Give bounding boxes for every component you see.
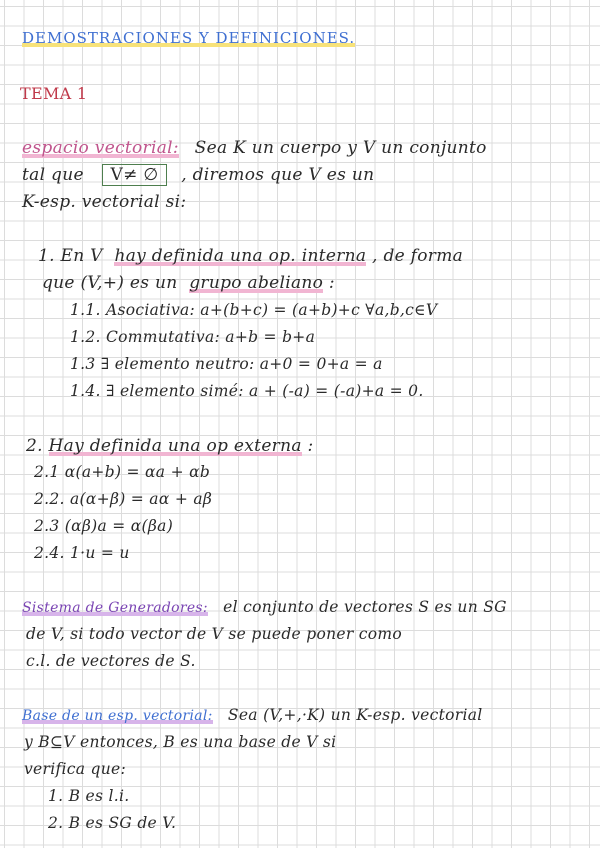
- basis-item-2: 2. B es SG de V.: [48, 814, 177, 832]
- topic-heading: [20, 84, 87, 104]
- vs-sub-4: 1.4. ∃ elemento simé: a + (-a) = (-a)+a = 0.: [70, 382, 424, 400]
- basis-line-2: y B⊆V entonces, B es una base de V si: [24, 733, 337, 751]
- vs-item-1-l2-pre: que (V,+) es un: [42, 273, 178, 293]
- basis-line-1: [22, 706, 483, 724]
- vs-ext-1: 2.1 α(a+b) = αa + αb: [34, 463, 211, 481]
- vs-item-2-post: :: [307, 436, 314, 456]
- vs-ext-2: 2.2. a(α+β) = aα + aβ: [34, 490, 213, 508]
- vs-line-2-pre: tal que: [22, 165, 84, 185]
- vs-item-1-post: , de forma: [372, 246, 464, 266]
- vs-line-1-text: Sea K un cuerpo y V un conjunto: [194, 138, 487, 158]
- vs-item-2-hl: Hay definida una op externa: [48, 436, 302, 456]
- document-title: [22, 28, 355, 48]
- vs-item-1: [38, 246, 463, 266]
- vs-term: espacio vectorial:: [22, 138, 179, 158]
- vs-item-2: [26, 436, 314, 456]
- vs-sub-2: 1.2. Commutativa: a+b = b+a: [70, 328, 316, 346]
- vs-line-3: [22, 192, 186, 212]
- basis-item-1: 1. B es l.i.: [48, 787, 130, 805]
- vs-item-1-line-2: [42, 273, 335, 293]
- vs-ext-3: 2.3 (αβ)a = α(βa): [34, 517, 174, 535]
- title-text: DEMOSTRACIONES Y DEFINICIONES.: [22, 29, 356, 47]
- gen-line-3: c.l. de vectores de S.: [26, 652, 196, 670]
- vs-item-1-pre: 1. En V: [38, 246, 103, 266]
- basis-line-1-text: Sea (V,+,·K) un K-esp. vectorial: [227, 706, 483, 724]
- vs-item-1-hl: hay definida una op. interna: [114, 246, 367, 266]
- vs-item-1-l2-post: :: [328, 273, 335, 293]
- vs-line-2: [22, 165, 374, 185]
- vs-sub-3: 1.3 ∃ elemento neutro: a+0 = 0+a = a: [70, 355, 383, 373]
- vs-line-2-post: , diremos que V es un: [181, 165, 375, 185]
- topic-text: TEMA 1: [20, 84, 88, 103]
- vs-ext-4: 2.4. 1·u = u: [34, 544, 130, 562]
- nonempty-box: V≠ ∅: [102, 164, 168, 186]
- gen-line-1: [22, 598, 507, 616]
- vs-item-1-l2-hl: grupo abeliano: [189, 273, 324, 293]
- basis-line-3: verifica que:: [24, 760, 127, 778]
- gen-line-1-text: el conjunto de vectores S es un SG: [223, 598, 507, 616]
- vs-line-1: [22, 138, 487, 158]
- vs-item-2-pre: 2.: [26, 436, 49, 456]
- vs-sub-1: 1.1. Asociativa: a+(b+c) = (a+b)+c ∀a,b,c∈V: [70, 301, 438, 319]
- gen-line-2: de V, si todo vector de V se puede poner como: [26, 625, 403, 643]
- basis-term: Base de un esp. vectorial:: [22, 708, 213, 724]
- vs-line-3-text: K-esp. vectorial si:: [22, 192, 187, 212]
- gen-term: Sistema de Generadores:: [22, 600, 208, 616]
